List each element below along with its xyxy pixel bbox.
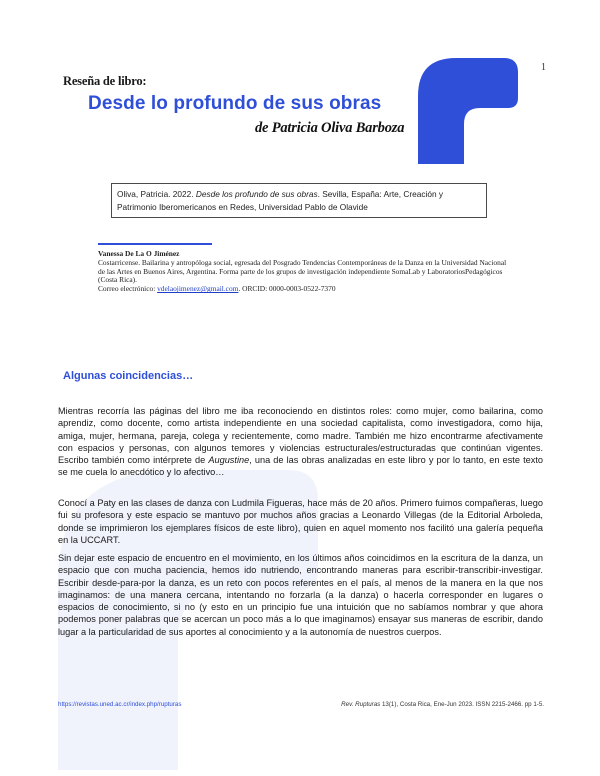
body-paragraph: Conocí a Paty en las clases de danza con Ludmila Figueras, hace más de 20 años. Primero fuimos compañeras, luego fui su profesora y este espacio se mantuvo por muchos años gracias a Leonardo Villegas (de la Editorial Arboleda, donde se imprimieron los ejemplares físicos de este libro), quien en aquel momento nos facilitó una galería pequeña en la UCCART. [58, 498, 543, 545]
citation-book-title: Desde los profundo de sus obras [195, 189, 318, 199]
body-paragraph [58, 405, 543, 479]
author-orcid: . ORCID: 0000-0003-0522-7370 [238, 284, 336, 294]
author-contact [98, 285, 508, 294]
email-label: Correo electrónico: [98, 284, 158, 294]
book-author-subtitle: de Patricia Oliva Barboza [255, 120, 405, 136]
author-email-link[interactable]: vdelaojimenez@gmail.com [157, 284, 239, 294]
citation-text: Oliva, Patricia. 2022. [117, 189, 196, 199]
footer-journal-url[interactable]: https://revistas.uned.ac.cr/index.php/rupturas [58, 701, 182, 708]
work-title: Augustine [208, 455, 250, 466]
author-name: Vanessa De La O Jiménez [98, 249, 180, 258]
author-bio: Costarricense. Bailarina y antropóloga social, egresada del Posgrado Tendencias Contemporáneas de la Danza en la Universidad Nacional de las Artes en Buenos Aires, Argentina. Forma parte de los grupos de investigación independiente SomaLab y LaboratoriosPedagógicos (Costa Rica). [98, 257, 507, 285]
paragraph-text: Mientras recorría las páginas del libro me iba reconociendo en distintos roles: como mujer, como bailarina, como aprendiz, como docente, como artista independiente en una sociedad capitalista, como investigadora, como hija, amiga, mujer, hermana, pareja, colega y recientemente, como madre. También me hizo encontrarme afectivamente con espacios y personas, con algunos temores y violencias estructurales/estructuradas que continúan vigentes. Escribo también como intérprete de [58, 406, 543, 466]
journal-details: 13(1), Costa Rica, Ene-Jun 2023. ISSN 2215-2466. pp 1-5. [380, 701, 544, 708]
section-label: Reseña de libro: [63, 74, 147, 88]
page-number: 1 [541, 62, 546, 73]
citation-publisher: . Sevilla, España: Arte, Creación y Patrimonio Iberomericanos en Redes, Universidad Pablo de Olavide [117, 189, 444, 212]
body-paragraph: Sin dejar este espacio de encuentro en el movimiento, en los últimos años coincidimos en la escritura de la danza, un espacio que con mucha paciencia, hemos ido nutriendo, encontrando maneras para escribir-transcribir-investigar. Escribir desde-para-por la danza, es un reto con pocos referentes en el país, al menos de la manera en la que nos imaginamos: de una manera cercana, intentando no forzarla (a la danza) o hacerla corresponder en lugares o espacios de conocimiento, si no (y esto en un principio fue una intuición que no sabíamos nombrar y que ahora podemos poner palabras que se acercan un poco más a lo que imaginamos) ensayar sus maneras de escribir, dando lugar a la particularidad de sus aportes al conocimiento y a la autonomía de nuestros cuerpos. [58, 553, 543, 637]
paragraph-text: , una de las obras analizadas en este libro y por lo tanto, en este texto se me cuela lo anecdótico y lo afectivo… [58, 455, 543, 478]
footer-journal-info [341, 701, 544, 708]
author-info [98, 250, 508, 294]
journal-name: Rev. Rupturas [341, 701, 381, 708]
journal-r-logo [418, 58, 518, 164]
page-title: Desde lo profundo de sus obras [88, 93, 382, 114]
citation-box [111, 183, 487, 218]
section-heading: Algunas coincidencias… [63, 370, 194, 382]
author-divider [98, 243, 212, 245]
